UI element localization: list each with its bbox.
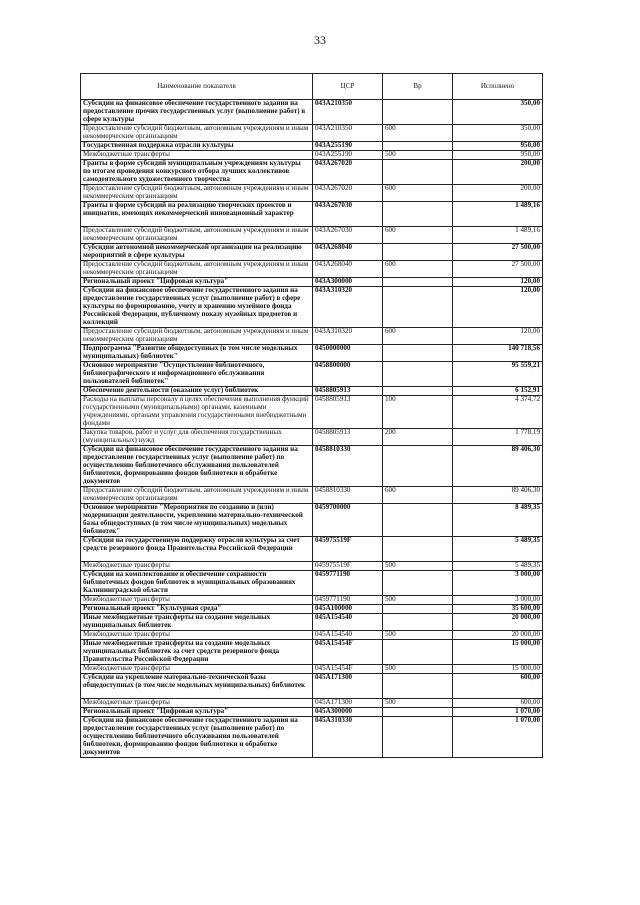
table-row: [81, 160, 543, 185]
table-row: [81, 605, 543, 614]
cell-name: Региональный проект "Культурная среда": [81, 605, 313, 614]
cell-exec: 5 489,35: [453, 562, 543, 571]
budget-table: [80, 73, 543, 758]
cell-vr: [383, 160, 453, 185]
cell-name: Межбюджетные трансферты: [81, 596, 313, 605]
cell-name: Предоставление субсидий бюджетным, автономным учреждениям и иным некоммерческим организациям: [81, 125, 313, 142]
cell-vr: 200: [383, 429, 453, 446]
cell-name: Межбюджетные трансферты: [81, 665, 313, 674]
table-row: [81, 614, 543, 631]
cell-csr: 0458805913: [313, 429, 383, 446]
table-row: [81, 362, 543, 387]
table-row: [81, 665, 543, 674]
table-row: [81, 142, 543, 151]
cell-csr: 043А268040: [313, 261, 383, 278]
cell-csr: 043А255190: [313, 151, 383, 160]
table-row: [81, 151, 543, 160]
cell-vr: [383, 504, 453, 537]
cell-csr: 043А268040: [313, 244, 383, 261]
table-row: [81, 429, 543, 446]
cell-name: Субсидии на финансовое обеспечение государственного задания на предоставление прочих государственных услуг (выполнение работ) в сфере культуры: [81, 100, 313, 125]
cell-csr: 0459700000: [313, 504, 383, 537]
table-row: [81, 202, 543, 227]
cell-vr: 500: [383, 665, 453, 674]
cell-exec: 950,00: [453, 142, 543, 151]
cell-name: Субсидии на укрепление материально-технической базы общедоступных (в том числе модельных муниципальных) библиотек: [81, 674, 313, 699]
cell-exec: 120,00: [453, 278, 543, 287]
cell-csr: 043А255190: [313, 142, 383, 151]
cell-exec: 1 070,00: [453, 708, 543, 717]
cell-exec: 27 500,00: [453, 244, 543, 261]
cell-exec: 20 000,00: [453, 614, 543, 631]
cell-name: Гранты в форме субсидий муниципальным учреждениям культуры по итогам проведения конкурсного отбора лучших коллективов самодеятельного художественного творчества: [81, 160, 313, 185]
table-row: [81, 674, 543, 699]
cell-vr: 600: [383, 125, 453, 142]
cell-name: Субсидии на финансовое обеспечение государственного задания на предоставление государственных услуг (выполнение работ) по осуществлению библиотечного обслуживания пользователей библиотеки, формированию фондов библиотеки и обработке документов: [81, 446, 313, 487]
cell-exec: 1 778,19: [453, 429, 543, 446]
cell-name: Предоставление субсидий бюджетным, автономным учреждениям и иным некоммерческим организациям: [81, 328, 313, 345]
cell-vr: 600: [383, 185, 453, 202]
cell-exec: 200,00: [453, 185, 543, 202]
cell-csr: 043А310320: [313, 287, 383, 328]
cell-name: Иные межбюджетные трансферты на создание модельных муниципальных библиотек: [81, 614, 313, 631]
table-row: [81, 699, 543, 708]
cell-exec: 200,00: [453, 160, 543, 185]
cell-csr: 043А300000: [313, 278, 383, 287]
cell-csr: 045А15454F: [313, 640, 383, 665]
cell-vr: 500: [383, 596, 453, 605]
cell-vr: 100: [383, 396, 453, 429]
cell-csr: 0459771190: [313, 571, 383, 596]
table-row: [81, 396, 543, 429]
table-row: [81, 345, 543, 362]
cell-exec: 4 374,72: [453, 396, 543, 429]
cell-vr: 500: [383, 699, 453, 708]
header-csr: ЦСР: [313, 74, 383, 100]
cell-exec: 350,00: [453, 125, 543, 142]
table-row: [81, 708, 543, 717]
table-row: [81, 125, 543, 142]
cell-csr: 0458805913: [313, 396, 383, 429]
table-row: [81, 328, 543, 345]
cell-vr: 500: [383, 151, 453, 160]
table-row: [81, 631, 543, 640]
cell-csr: 0458800000: [313, 362, 383, 387]
cell-vr: [383, 605, 453, 614]
cell-exec: 1 070,00: [453, 717, 543, 758]
cell-vr: 500: [383, 562, 453, 571]
cell-vr: 500: [383, 631, 453, 640]
cell-vr: [383, 571, 453, 596]
table-row: [81, 717, 543, 758]
cell-csr: 0458805913: [313, 387, 383, 396]
cell-vr: [383, 244, 453, 261]
cell-csr: 0459771190: [313, 596, 383, 605]
table-row: [81, 487, 543, 504]
table-row: [81, 244, 543, 261]
cell-exec: 140 718,56: [453, 345, 543, 362]
cell-csr: 045А171300: [313, 699, 383, 708]
cell-exec: 600,00: [453, 699, 543, 708]
cell-vr: 600: [383, 328, 453, 345]
cell-csr: 045975519F: [313, 562, 383, 571]
cell-name: Межбюджетные трансферты: [81, 631, 313, 640]
table-row: [81, 261, 543, 278]
header-name: Наименование показателя: [81, 74, 313, 100]
cell-name: Предоставление субсидий бюджетным, автономным учреждениям и иным некоммерческим организациям: [81, 185, 313, 202]
cell-exec: 27 500,00: [453, 261, 543, 278]
cell-exec: 20 000,00: [453, 631, 543, 640]
cell-exec: 15 000,00: [453, 640, 543, 665]
cell-csr: 045А100000: [313, 605, 383, 614]
cell-csr: 043А210350: [313, 125, 383, 142]
table-row: [81, 562, 543, 571]
table-header-row: [81, 74, 543, 100]
cell-csr: 043А210350: [313, 100, 383, 125]
cell-name: Расходы на выплаты персоналу в целях обеспечения выполнения функций государственными (муниципальными) органами, казенными учреждениями, органами управления государственными внебюджетными фондами: [81, 396, 313, 429]
cell-name: Субсидии на комплектование и обеспечение сохранности библиотечных фондов библиотек в муниципальных образованиях Калининградской области: [81, 571, 313, 596]
cell-csr: 0458810330: [313, 487, 383, 504]
cell-exec: 8 489,35: [453, 504, 543, 537]
table-row: [81, 446, 543, 487]
cell-vr: 600: [383, 487, 453, 504]
cell-csr: 043А267030: [313, 227, 383, 244]
cell-name: Субсидии на государственную поддержку отрасли культуры за счет средств резервного фонда Правительства Российской Федерации: [81, 537, 313, 562]
cell-exec: 120,00: [453, 287, 543, 328]
table-row: [81, 185, 543, 202]
cell-exec: 1 489,16: [453, 227, 543, 244]
table-row: [81, 537, 543, 562]
cell-exec: 95 559,21: [453, 362, 543, 387]
cell-csr: 045А300000: [313, 708, 383, 717]
cell-vr: 600: [383, 261, 453, 278]
cell-name: Закупка товаров, работ и услуг для обеспечения государственных (муниципальных) нужд: [81, 429, 313, 446]
cell-csr: 0458810330: [313, 446, 383, 487]
cell-name: Подпрограмма "Развитие общедоступных (в том числе модельных муниципальных) библиотек": [81, 345, 313, 362]
cell-name: Основное мероприятие "Осуществление библиотечного, библиографического и информационного обслуживания пользователей библиотек": [81, 362, 313, 387]
cell-vr: [383, 708, 453, 717]
cell-vr: 600: [383, 227, 453, 244]
cell-name: Субсидии на финансовое обеспечение государственного задания на предоставление государственных услуг (выполнение работ) по осуществлению библиотечного обслуживания пользователей библиотеки, формированию фондов библиотеки и обработке документов: [81, 717, 313, 758]
cell-csr: 043А310320: [313, 328, 383, 345]
cell-vr: [383, 345, 453, 362]
table-row: [81, 278, 543, 287]
cell-vr: [383, 100, 453, 125]
cell-csr: 045А310330: [313, 717, 383, 758]
cell-vr: [383, 142, 453, 151]
cell-vr: [383, 674, 453, 699]
cell-exec: 950,00: [453, 151, 543, 160]
cell-exec: 89 406,30: [453, 446, 543, 487]
cell-name: Основное мероприятие "Мероприятия по созданию и (или) модернизации деятельности, укреплению материально-технической базы общедоступных (в том числе муниципальных) модельных библиотек": [81, 504, 313, 537]
cell-csr: 043А267020: [313, 185, 383, 202]
cell-name: Обеспечение деятельности (оказание услуг) библиотек: [81, 387, 313, 396]
table-row: [81, 596, 543, 605]
cell-name: Государственная поддержка отрасли культуры: [81, 142, 313, 151]
cell-exec: 120,00: [453, 328, 543, 345]
cell-vr: [383, 202, 453, 227]
page-number: 33: [314, 33, 326, 47]
cell-exec: 15 000,00: [453, 665, 543, 674]
cell-csr: 045А15454F: [313, 665, 383, 674]
cell-vr: [383, 717, 453, 758]
cell-csr: 045975519F: [313, 537, 383, 562]
cell-csr: 0450000000: [313, 345, 383, 362]
cell-exec: 6 152,91: [453, 387, 543, 396]
cell-csr: 045А171300: [313, 674, 383, 699]
cell-vr: [383, 614, 453, 631]
table-row: [81, 387, 543, 396]
header-exec: Исполнено: [453, 74, 543, 100]
cell-vr: [383, 287, 453, 328]
cell-name: Предоставление субсидий бюджетным, автономным учреждениям и иным некоммерческим организациям: [81, 227, 313, 244]
cell-csr: 043А267030: [313, 202, 383, 227]
cell-exec: 3 000,00: [453, 596, 543, 605]
cell-exec: 350,00: [453, 100, 543, 125]
cell-name: Предоставление субсидий бюджетным, автономным учреждениям и иным некоммерческим организациям: [81, 487, 313, 504]
cell-vr: [383, 278, 453, 287]
cell-exec: 600,00: [453, 674, 543, 699]
cell-name: Предоставление субсидий бюджетным, автономным учреждениям и иным некоммерческим организациям: [81, 261, 313, 278]
cell-vr: [383, 640, 453, 665]
table-row: [81, 227, 543, 244]
cell-name: Региональный проект "Цифровая культура": [81, 708, 313, 717]
table-row: [81, 640, 543, 665]
cell-exec: 3 000,00: [453, 571, 543, 596]
cell-vr: [383, 387, 453, 396]
cell-vr: [383, 362, 453, 387]
cell-vr: [383, 446, 453, 487]
cell-name: Межбюджетные трансферты: [81, 151, 313, 160]
cell-vr: [383, 537, 453, 562]
cell-exec: 35 600,00: [453, 605, 543, 614]
cell-exec: 1 489,16: [453, 202, 543, 227]
table-row: [81, 571, 543, 596]
cell-exec: 5 489,35: [453, 537, 543, 562]
cell-name: Межбюджетные трансферты: [81, 699, 313, 708]
table-body: [81, 100, 543, 758]
table-row: [81, 504, 543, 537]
table-row: [81, 100, 543, 125]
cell-name: Региональный проект "Цифровая культура": [81, 278, 313, 287]
cell-name: Межбюджетные трансферты: [81, 562, 313, 571]
cell-csr: 045А154540: [313, 614, 383, 631]
table-row: [81, 287, 543, 328]
cell-name: Гранты в форме субсидий на реализацию творческих проектов и инициатив, имеющих некоммерческий инновационный характер: [81, 202, 313, 227]
cell-name: Субсидии на финансовое обеспечение государственного задания на предоставление государственных услуг (выполнение работ) в сфере культуры по формированию, учету и хранению музейного фонда Российской Федерации, публичному показу музейных предметов и коллекций: [81, 287, 313, 328]
cell-name: Субсидии автономной некоммерческой организации на реализацию мероприятий в сфере культуры: [81, 244, 313, 261]
cell-csr: 043А267020: [313, 160, 383, 185]
header-vr: Вр: [383, 74, 453, 100]
cell-name: Иные межбюджетные трансферты на создание модельных муниципальных библиотек за счет средств резервного фонда Правительства Российской Федерации: [81, 640, 313, 665]
cell-exec: 89 406,30: [453, 487, 543, 504]
cell-csr: 045А154540: [313, 631, 383, 640]
